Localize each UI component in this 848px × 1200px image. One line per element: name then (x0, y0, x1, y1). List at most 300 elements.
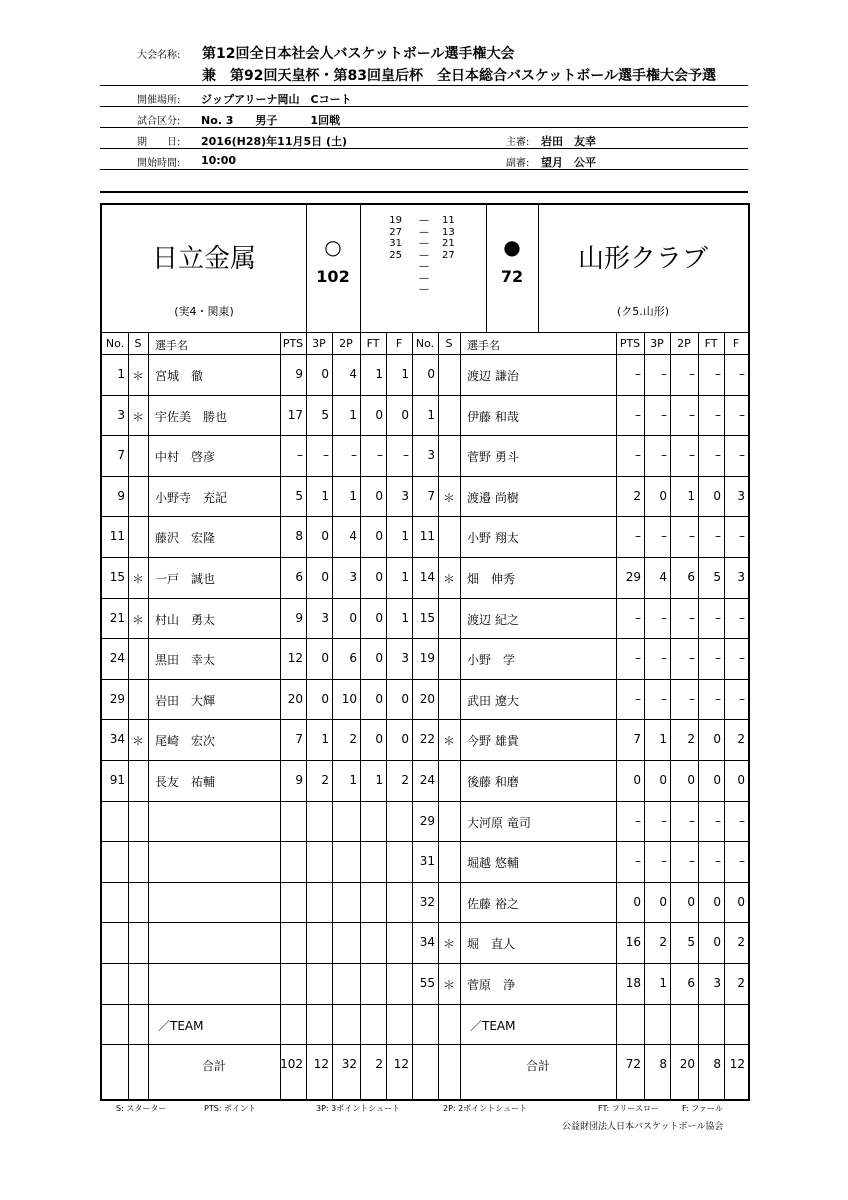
row-divider (102, 1004, 748, 1005)
away-player-p2: 0 (687, 894, 695, 909)
home-player-p2: – (351, 448, 357, 463)
away-player-pts: – (635, 448, 641, 463)
away-player-ft: 0 (713, 732, 721, 747)
away-player-ft: – (715, 610, 721, 625)
away-player-name: 伊藤 和哉 (467, 409, 519, 424)
home-score: 102 (316, 267, 350, 286)
home-player-name: 中村 啓彦 (155, 450, 216, 465)
away-player-starter: ＊ (442, 734, 455, 749)
away-header-s: S (445, 337, 453, 350)
away-total-value: 8 (713, 1057, 721, 1072)
quarter-dash: — (419, 215, 429, 226)
quarter-home-score: 27 (389, 226, 402, 238)
column-divider (332, 332, 333, 1099)
away-player-f: 2 (737, 976, 745, 990)
home-player-pts: 12 (287, 651, 303, 666)
away-player-f: – (739, 610, 745, 625)
top-divider (306, 205, 307, 332)
away-player-no: 15 (419, 610, 435, 625)
away-header-f: F (732, 337, 740, 350)
home-player-name: 藤沢 宏隆 (155, 531, 216, 546)
column-header-line (102, 354, 748, 355)
away-player-p3: – (661, 651, 667, 666)
away-player-ft: 3 (713, 976, 721, 990)
home-header-ft: FT (366, 337, 380, 350)
tournament-subtitle: 兼 第92回天皇杯・第83回皇后杯 全日本総合バスケットボール選手権大会予選 (202, 68, 716, 84)
away-player-p2: 6 (687, 976, 695, 990)
away-player-f: 3 (737, 570, 745, 584)
home-player-no: 9 (117, 488, 125, 503)
home-player-no: 15 (109, 570, 125, 584)
home-header-3p: 3P (312, 337, 326, 350)
away-header-3p: 3P (650, 337, 664, 350)
home-player-p3: 1 (321, 732, 329, 747)
home-team-affiliation: (実4・関東) (174, 305, 234, 318)
away-player-p3: 0 (659, 488, 667, 503)
quarter-home-score: 31 (389, 238, 402, 249)
home-player-p3: 2 (321, 773, 329, 787)
away-player-no: 11 (419, 529, 435, 544)
top-divider (360, 205, 361, 332)
home-player-p3: – (323, 448, 329, 463)
home-player-pts: 6 (295, 570, 303, 584)
tournament-title: 第12回全日本社会人バスケットボール選手権大会 (202, 46, 515, 62)
away-player-name: 今野 雄貴 (467, 734, 519, 749)
legend-item: 2P: 2ポイントシュート (443, 1104, 528, 1113)
row-divider (102, 963, 748, 964)
home-player-starter: ＊ (131, 369, 144, 383)
home-player-name: 長友 祐輔 (155, 775, 216, 789)
home-player-ft: 0 (375, 407, 383, 422)
away-header-no: No. (415, 337, 435, 350)
away-player-p3: – (661, 854, 667, 869)
away-player-no: 0 (427, 367, 435, 381)
quarter-dash: — (419, 226, 429, 238)
away-player-p2: 5 (687, 935, 695, 950)
legend-item: FT: フリースロー (598, 1104, 659, 1113)
quarter-away-score: 13 (442, 226, 455, 238)
away-player-no: 7 (427, 488, 435, 503)
away-player-starter: ＊ (442, 490, 455, 505)
away-player-ft: 0 (713, 935, 721, 950)
referee-label: 主審: (506, 137, 530, 148)
legend-item: PTS: ポイント (204, 1104, 257, 1113)
away-player-pts: – (635, 651, 641, 666)
away-player-no: 22 (419, 732, 435, 747)
home-player-f: 1 (401, 570, 409, 584)
away-player-ft: – (715, 407, 721, 422)
away-player-p2: 0 (687, 773, 695, 787)
away-player-p3: – (661, 529, 667, 544)
start-label: 開始時間: (137, 158, 181, 169)
away-player-no: 32 (419, 894, 435, 909)
quarter-dash: — (419, 272, 429, 284)
away-player-ft: 0 (713, 894, 721, 909)
home-player-p2: 1 (349, 407, 357, 422)
column-divider (280, 332, 281, 1099)
home-player-pts: 20 (287, 691, 303, 706)
away-player-ft: – (715, 448, 721, 463)
column-divider (360, 332, 361, 1099)
home-header-pts: PTS (282, 337, 304, 350)
away-player-p3: 0 (659, 894, 667, 909)
division: No. 3 男子 1回戦 (201, 114, 341, 127)
column-divider (460, 332, 461, 1099)
away-player-ft: – (715, 691, 721, 706)
home-player-p3: 0 (321, 651, 329, 666)
quarter-dash: — (419, 284, 429, 295)
legend-item: 3P: 3ポイントシュート (316, 1104, 401, 1113)
home-player-starter: ＊ (131, 572, 144, 586)
column-divider (386, 332, 387, 1099)
away-header-2p: 2P (677, 337, 691, 350)
away-player-name: 小野 学 (467, 653, 516, 668)
away-player-p3: – (661, 610, 667, 625)
away-player-no: 31 (419, 854, 435, 869)
home-player-pts: 9 (295, 610, 303, 625)
away-player-f: – (739, 407, 745, 422)
away-player-pts: 18 (625, 976, 641, 990)
division-label: 試合区分: (137, 116, 181, 127)
away-player-p3: – (661, 448, 667, 463)
home-player-p2: 6 (349, 651, 357, 666)
away-player-no: 34 (419, 935, 435, 950)
away-player-f: – (739, 529, 745, 544)
quarter-away-score: 21 (442, 238, 455, 249)
away-player-p3: 1 (659, 732, 667, 747)
away-player-pts: – (635, 367, 641, 381)
away-player-name: 菅原 浄 (467, 978, 516, 992)
away-player-name: 堀越 悠輔 (467, 856, 519, 871)
away-player-f: – (739, 854, 745, 869)
home-player-name: 小野寺 充記 (155, 490, 228, 505)
away-player-p2: – (689, 529, 695, 544)
home-player-f: 1 (401, 529, 409, 544)
home-player-pts: 9 (295, 367, 303, 381)
away-loss-mark: ● (503, 235, 521, 259)
home-player-p2: 1 (349, 488, 357, 503)
away-player-pts: 29 (625, 570, 641, 584)
quarter-dash: — (419, 249, 429, 261)
umpire: 望月 公平 (541, 156, 596, 169)
home-player-starter: ＊ (131, 409, 144, 424)
home-player-p2: 0 (349, 610, 357, 625)
column-divider (148, 332, 149, 1099)
home-player-ft: 1 (375, 367, 383, 381)
home-player-p2: 4 (349, 367, 357, 381)
home-player-pts: 7 (295, 732, 303, 747)
home-player-pts: 9 (295, 773, 303, 787)
home-player-ft: 0 (375, 488, 383, 503)
home-player-no: 3 (117, 407, 125, 422)
away-player-no: 55 (419, 976, 435, 990)
away-player-no: 29 (419, 813, 435, 828)
away-player-pts: – (635, 407, 641, 422)
away-player-pts: 2 (633, 488, 641, 503)
away-player-f: 2 (737, 732, 745, 747)
home-player-ft: 0 (375, 529, 383, 544)
home-header-name: 選手名 (155, 339, 188, 352)
home-total-value: 12 (313, 1057, 329, 1072)
away-player-ft: 0 (713, 488, 721, 503)
home-player-no: 34 (109, 732, 125, 747)
home-player-p2: 1 (349, 773, 357, 787)
home-player-no: 21 (109, 610, 125, 625)
home-player-p2: 2 (349, 732, 357, 747)
quarter-away-score: 11 (442, 215, 455, 226)
venue: ジップアリーナ岡山 Cコート (201, 93, 352, 106)
home-player-no: 7 (117, 448, 125, 463)
away-player-p2: – (689, 651, 695, 666)
away-player-ft: – (715, 651, 721, 666)
home-player-p2: 4 (349, 529, 357, 544)
away-player-f: – (739, 448, 745, 463)
away-player-no: 20 (419, 691, 435, 706)
home-team-name: 日立金属 (151, 244, 256, 274)
column-divider (128, 332, 129, 1099)
away-total-value: 12 (729, 1057, 745, 1072)
home-player-f: – (403, 448, 409, 463)
row-divider (102, 760, 748, 761)
away-player-p2: – (689, 691, 695, 706)
away-player-pts: – (635, 529, 641, 544)
away-player-ft: – (715, 854, 721, 869)
away-player-ft: – (715, 529, 721, 544)
home-player-f: 0 (401, 691, 409, 706)
away-total-label: 合計 (525, 1059, 550, 1074)
away-player-name: 大河原 竜司 (467, 815, 531, 830)
home-total-value: 2 (375, 1057, 383, 1072)
away-player-pts: 0 (633, 894, 641, 909)
home-header-s: S (134, 337, 142, 350)
away-player-p3: – (661, 691, 667, 706)
away-player-p2: 1 (687, 488, 695, 503)
away-header-name: 選手名 (467, 339, 500, 352)
away-player-starter: ＊ (442, 572, 455, 586)
home-player-p2: 3 (349, 570, 357, 584)
home-player-ft: 0 (375, 651, 383, 666)
away-player-f: 0 (737, 773, 745, 787)
row-divider (102, 557, 748, 558)
home-player-ft: 0 (375, 732, 383, 747)
away-player-pts: – (635, 813, 641, 828)
tournament-label: 大会名称: (137, 50, 181, 61)
away-player-pts: – (635, 610, 641, 625)
score-sheet (100, 203, 750, 1101)
row-divider (102, 801, 748, 802)
away-player-pts: – (635, 691, 641, 706)
home-player-starter: ＊ (131, 734, 144, 749)
away-player-ft: 0 (713, 773, 721, 787)
away-player-name: 菅野 勇斗 (467, 450, 519, 465)
legend-item: F: ファール (682, 1104, 723, 1113)
top-divider (538, 205, 539, 332)
home-player-ft: 0 (375, 691, 383, 706)
home-player-f: 0 (401, 732, 409, 747)
away-player-p3: 1 (659, 976, 667, 990)
home-player-pts: – (297, 448, 303, 463)
home-player-p3: 0 (321, 529, 329, 544)
away-player-p3: – (661, 367, 667, 381)
home-player-p3: 0 (321, 367, 329, 381)
home-player-no: 1 (117, 367, 125, 381)
venue-label: 開催場所: (137, 95, 181, 106)
home-player-name: 宮城 徹 (155, 369, 204, 383)
away-player-p2: 2 (687, 732, 695, 747)
home-player-p2: 10 (341, 691, 357, 706)
quarter-dash: — (419, 238, 429, 249)
away-player-name: 渡邉 尚樹 (467, 490, 519, 505)
away-player-no: 3 (427, 448, 435, 463)
home-player-pts: 5 (295, 488, 303, 503)
home-player-name: 黒田 幸太 (155, 653, 216, 668)
home-player-ft: 1 (375, 773, 383, 787)
away-player-name: 渡辺 謙治 (467, 369, 519, 383)
home-player-no: 91 (109, 773, 125, 787)
quarter-away-score: 27 (442, 249, 455, 261)
home-player-p3: 0 (321, 691, 329, 706)
home-total-value: 102 (280, 1057, 303, 1072)
home-player-pts: 17 (287, 407, 303, 422)
away-player-f: – (739, 651, 745, 666)
home-player-no: 29 (109, 691, 125, 706)
away-total-value: 72 (625, 1057, 641, 1072)
home-player-name: 宇佐美 勝也 (155, 409, 228, 424)
home-player-no: 11 (109, 529, 125, 544)
away-score: 72 (500, 267, 524, 286)
home-player-no: 24 (109, 651, 125, 666)
home-player-f: 0 (401, 407, 409, 422)
away-player-name: 小野 翔太 (467, 531, 519, 546)
away-player-no: 1 (427, 407, 435, 422)
away-player-no: 24 (419, 773, 435, 787)
away-player-p3: – (661, 813, 667, 828)
away-player-f: – (739, 367, 745, 381)
umpire-label: 副審: (506, 158, 530, 169)
away-player-p2: – (689, 407, 695, 422)
date-label: 期 日: (137, 137, 181, 148)
away-player-f: 2 (737, 935, 745, 950)
away-player-name: 堀 直人 (467, 937, 516, 952)
away-player-name: 後藤 和磨 (467, 775, 519, 789)
row-divider (102, 638, 748, 639)
away-player-f: – (739, 813, 745, 828)
away-player-f: 0 (737, 894, 745, 909)
away-header-ft: FT (704, 337, 718, 350)
away-player-p3: 0 (659, 773, 667, 787)
row-divider (102, 882, 748, 883)
row-divider (102, 679, 748, 680)
footer-organization: 公益財団法人日本バスケットボール協会 (562, 1122, 724, 1132)
home-player-f: 1 (401, 367, 409, 381)
home-header-no: No. (105, 337, 125, 350)
home-header-2p: 2P (339, 337, 353, 350)
home-player-p3: 1 (321, 488, 329, 503)
row-divider (102, 719, 748, 720)
row-divider (102, 395, 748, 396)
top-divider (486, 205, 487, 332)
away-player-starter: ＊ (442, 937, 455, 952)
row-divider (102, 516, 748, 517)
home-win-mark: ○ (324, 235, 342, 259)
home-player-pts: 8 (295, 529, 303, 544)
column-divider (306, 332, 307, 1099)
home-header-f: F (395, 337, 403, 350)
away-player-pts: 7 (633, 732, 641, 747)
away-player-p2: – (689, 367, 695, 381)
top-area-bottom-line (102, 332, 748, 333)
away-team-row: ／TEAM (470, 1018, 516, 1033)
home-total-value: 12 (393, 1057, 409, 1072)
away-player-ft: – (715, 813, 721, 828)
row-divider (102, 1044, 748, 1045)
home-player-name: 村山 勇太 (155, 612, 216, 627)
away-player-p3: 4 (659, 570, 667, 584)
away-player-ft: – (715, 367, 721, 381)
home-total-label: 合計 (201, 1059, 226, 1074)
away-player-name: 佐藤 裕之 (467, 896, 519, 911)
home-player-name: 一戸 誠也 (155, 572, 216, 586)
away-player-p2: – (689, 854, 695, 869)
row-divider (102, 435, 748, 436)
home-player-f: 3 (401, 488, 409, 503)
home-total-value: 32 (341, 1057, 357, 1072)
home-player-p3: 3 (321, 610, 329, 625)
away-player-starter: ＊ (442, 978, 455, 992)
away-player-ft: 5 (713, 570, 721, 584)
row-divider (102, 476, 748, 477)
away-player-p3: 2 (659, 935, 667, 950)
away-player-pts: 0 (633, 773, 641, 787)
quarter-dash: — (419, 261, 429, 272)
row-divider (102, 598, 748, 599)
home-player-ft: – (377, 448, 383, 463)
row-divider (102, 922, 748, 923)
away-total-value: 8 (659, 1057, 667, 1072)
quarter-home-score: 25 (389, 249, 402, 261)
away-player-p2: 6 (687, 570, 695, 584)
legend-item: S: スターター (116, 1104, 167, 1113)
home-player-p3: 5 (321, 407, 329, 422)
home-player-ft: 0 (375, 610, 383, 625)
away-player-f: – (739, 691, 745, 706)
away-player-name: 畑 伸秀 (467, 572, 516, 586)
away-player-pts: 16 (625, 935, 641, 950)
away-player-pts: – (635, 854, 641, 869)
referee: 岩田 友幸 (541, 135, 596, 148)
away-player-no: 19 (419, 651, 435, 666)
away-player-p2: – (689, 610, 695, 625)
away-player-p3: – (661, 407, 667, 422)
home-player-ft: 0 (375, 570, 383, 584)
away-player-p2: – (689, 448, 695, 463)
away-team-affiliation: (ク5.山形) (616, 305, 670, 318)
date: 2016(H28)年11月5日 (土) (201, 135, 348, 148)
home-team-row: ／TEAM (158, 1018, 204, 1033)
home-player-name: 尾崎 宏次 (155, 734, 216, 749)
away-player-no: 14 (419, 570, 435, 584)
home-player-f: 3 (401, 651, 409, 666)
away-total-value: 20 (679, 1057, 695, 1072)
row-divider (102, 841, 748, 842)
start-time: 10:00 (201, 154, 237, 167)
away-player-name: 武田 遼大 (467, 693, 519, 708)
home-player-f: 1 (401, 610, 409, 625)
away-header-pts: PTS (619, 337, 641, 350)
home-player-p3: 0 (321, 570, 329, 584)
quarter-home-score: 19 (389, 215, 402, 226)
home-player-f: 2 (401, 773, 409, 787)
